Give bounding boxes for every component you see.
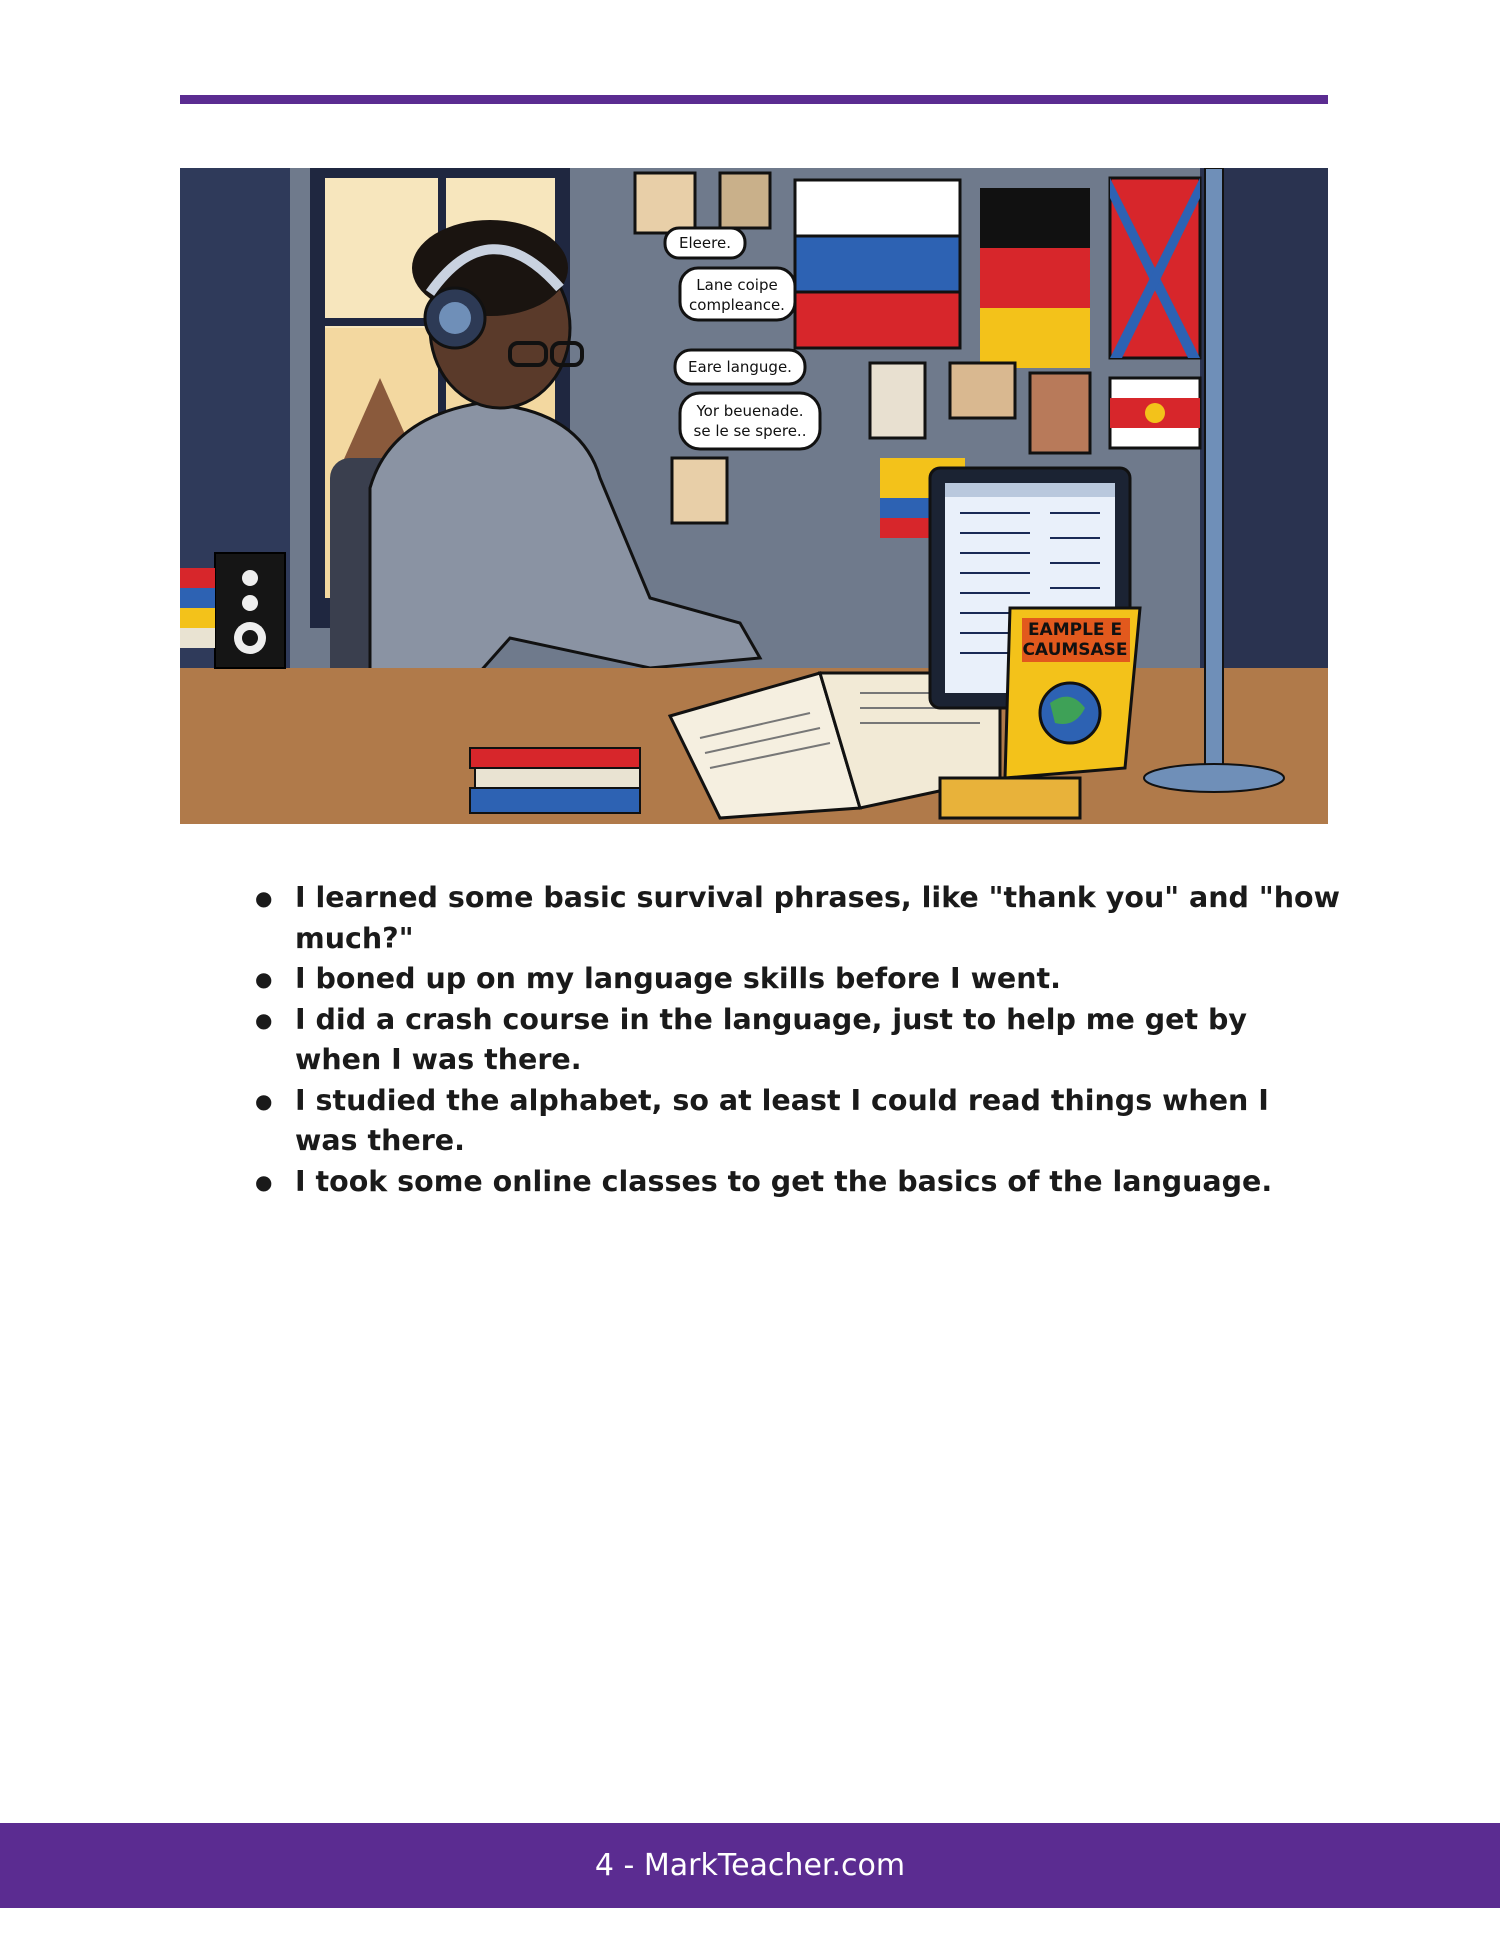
footer-text: 4 - MarkTeacher.com (594, 1848, 906, 1883)
page-footer (0, 1823, 1500, 1908)
wall-photo (672, 458, 727, 523)
lamp-base (1144, 764, 1284, 792)
list-item-text: I took some online classes to get the basics of the language. (295, 1164, 1273, 1198)
list-item-text: I learned some basic survival phrases, like "thank you" and "how much?" (295, 881, 1340, 955)
speech-bubble-text: Lane coipe (696, 276, 778, 294)
list-item (255, 1162, 1340, 1203)
flag-small-red (1110, 378, 1200, 448)
bullet-icon: ● (255, 967, 273, 991)
lamp-pole (1205, 168, 1223, 768)
wall-photo (720, 173, 770, 228)
list-item (255, 1081, 1340, 1162)
book-stack-left (180, 568, 215, 648)
speech-bubble-text: Eleere. (679, 234, 731, 252)
bullet-icon: ● (255, 1169, 273, 1194)
wall-photo (1030, 373, 1090, 453)
list-item-text: I studied the alphabet, so at least I could read things when I was there. (295, 1083, 1269, 1157)
speech-bubble-text: Yor beuenade. (696, 402, 804, 420)
wall-photo (635, 173, 695, 233)
phrasebook (1005, 608, 1140, 778)
flag-russia (795, 180, 960, 348)
wall-photo (950, 363, 1015, 418)
list-item (255, 959, 1340, 1000)
speech-bubble-text: compleance. (689, 296, 785, 314)
speaker (215, 553, 285, 668)
book-cover-title: EAMPLE E (1027, 620, 1123, 640)
bullet-icon: ● (255, 1088, 273, 1113)
illustration-student-learning-languages (180, 168, 1328, 824)
small-book (940, 778, 1080, 818)
list-item-text: I boned up on my language skills before I went. (295, 962, 1061, 995)
speech-bubble-text: Eare languge. (688, 358, 792, 376)
bullet-list (255, 878, 1340, 1202)
book-cover-title: CAUMSASE (1022, 640, 1128, 660)
book-stack-front (470, 748, 640, 813)
list-item (255, 878, 1340, 959)
list-item (255, 1000, 1340, 1081)
speech-bubble-text: se le se spere.. (693, 422, 807, 440)
top-divider (180, 95, 1328, 104)
flag-germany (980, 188, 1090, 368)
bullet-icon: ● (255, 886, 273, 910)
illustration-svg (180, 168, 1328, 824)
flag-cross (1110, 178, 1200, 358)
list-item-text: I did a crash course in the language, just to help me get by when I was there. (295, 1002, 1248, 1076)
bullet-icon: ● (255, 1007, 273, 1032)
wall-photo (870, 363, 925, 438)
